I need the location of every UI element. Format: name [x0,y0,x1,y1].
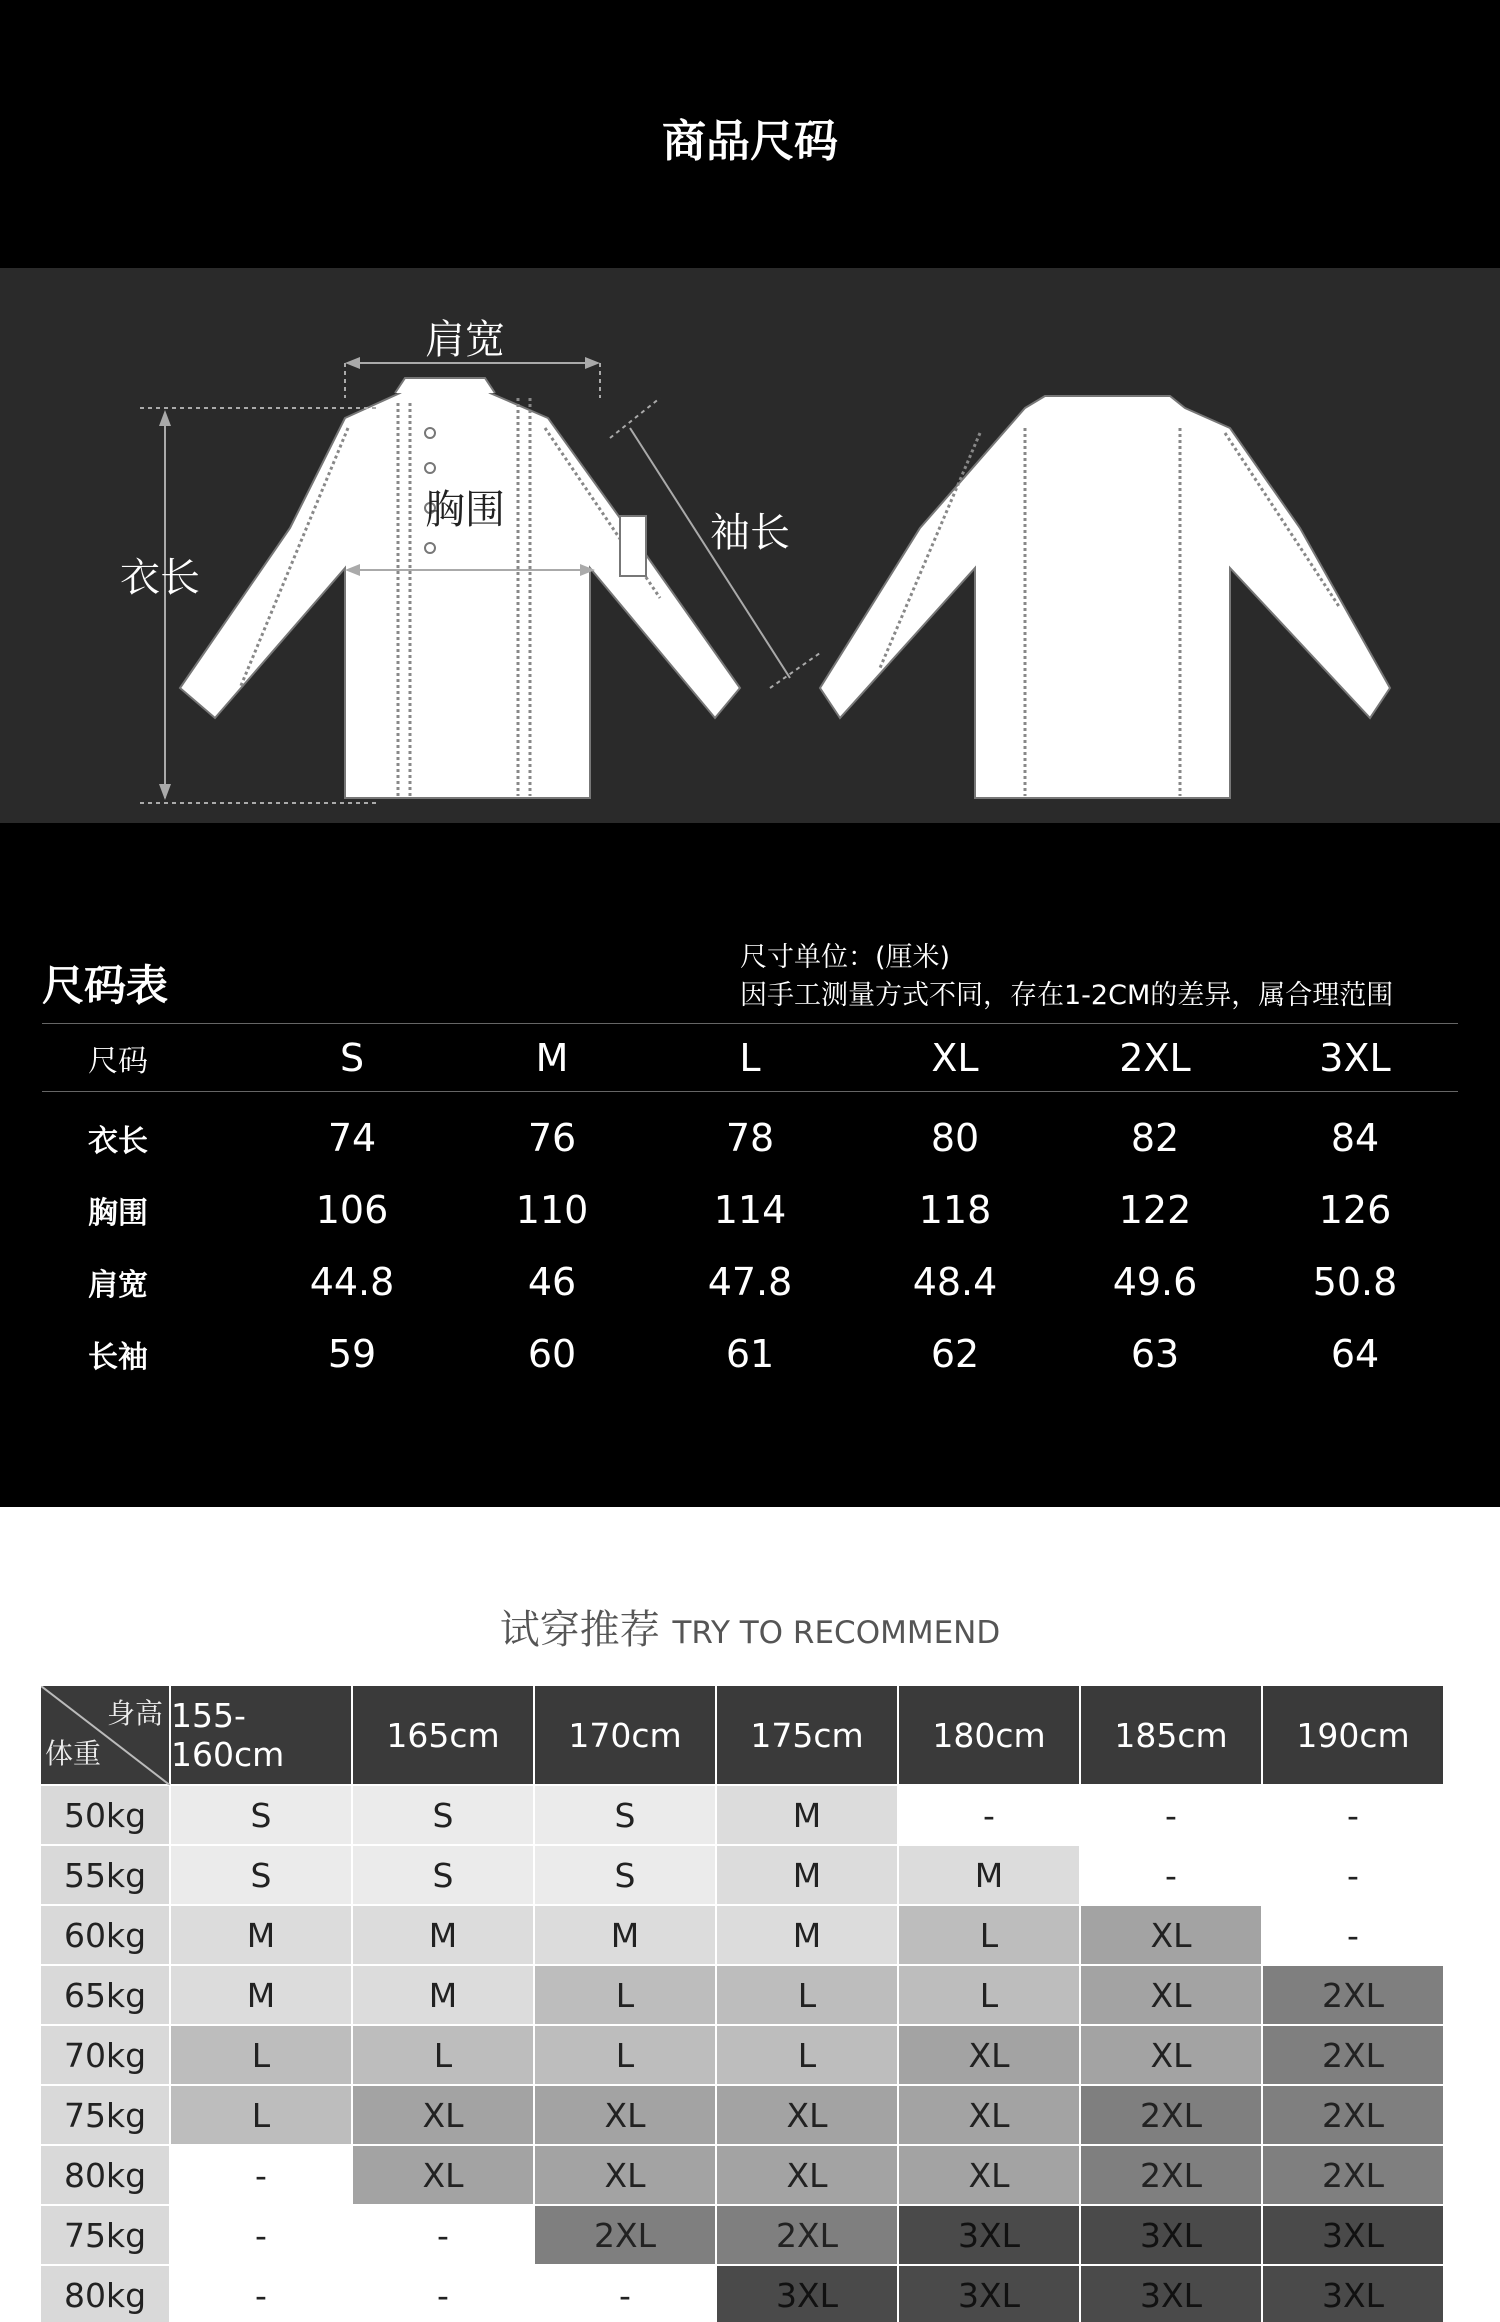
size-recommend-cell: - [170,2265,352,2322]
size-recommend-cell: S [534,1785,716,1845]
size-recommend-cell: - [534,2265,716,2322]
size-cell: 110 [515,1188,589,1232]
size-table [0,823,1500,1507]
size-recommend-cell: M [716,1845,898,1905]
height-header-cell: 170cm [534,1685,716,1785]
size-cell: 61 [725,1332,775,1376]
size-header-cell: M [535,1036,569,1080]
corner-height-label: 身高 [106,1697,163,1730]
size-recommend-cell: XL [534,2085,716,2145]
size-recommend-cell: M [716,1905,898,1965]
weight-cell: 75kg [40,2085,170,2145]
size-recommend-cell: M [352,1905,534,1965]
corner-cell [40,1685,170,1785]
size-recommend-cell: XL [1080,2025,1262,2085]
size-recommend-cell: XL [898,2085,1080,2145]
size-recommend-cell: 2XL [1262,2085,1444,2145]
size-recommend-cell: XL [898,2145,1080,2205]
size-cell: 80 [930,1116,980,1160]
size-chart-title: 尺码表 [42,961,169,1010]
chest-label: 胸围 [425,487,505,533]
size-recommend-cell: 3XL [716,2265,898,2322]
weight-cell: 70kg [40,2025,170,2085]
size-header-cell: XL [931,1036,979,1080]
size-header-cell: 3XL [1319,1036,1391,1080]
size-cell: 47.8 [707,1260,793,1304]
page-title: 商品尺码 [662,116,838,167]
size-cell: 64 [1330,1332,1380,1376]
size-cell: 78 [725,1116,775,1160]
size-cell: 63 [1130,1332,1180,1376]
size-cell: 胸围 [88,1196,148,1231]
size-recommend-cell: 3XL [1080,2265,1262,2322]
size-recommend-cell: XL [1080,1965,1262,2025]
size-recommend-cell: XL [1080,1905,1262,1965]
size-header-cell: L [739,1036,761,1080]
body-length-label: 衣长 [120,555,200,601]
size-recommend-cell: S [170,1785,352,1845]
size-cell: 106 [315,1188,389,1232]
size-recommend-cell: - [1080,1845,1262,1905]
height-header-cell: 190cm [1262,1685,1444,1785]
weight-cell: 80kg [40,2265,170,2322]
size-recommend-cell: L [898,1965,1080,2025]
size-recommend-cell: XL [716,2145,898,2205]
weight-cell: 55kg [40,1845,170,1905]
size-recommend-cell: - [898,1785,1080,1845]
size-recommend-cell: S [352,1785,534,1845]
sleeve-length-label: 袖长 [710,510,790,556]
size-recommend-cell: M [898,1845,1080,1905]
size-recommend-cell: 2XL [1262,1965,1444,2025]
size-cell: 62 [930,1332,980,1376]
size-cell: 118 [918,1188,992,1232]
size-cell: 44.8 [309,1260,395,1304]
size-recommend-cell: L [352,2025,534,2085]
size-recommend-cell: XL [534,2145,716,2205]
size-recommend-cell: M [170,1905,352,1965]
weight-cell: 65kg [40,1965,170,2025]
height-header-cell: 185cm [1080,1685,1262,1785]
size-recommend-cell: S [352,1845,534,1905]
recommend-title-cn: 试穿推荐 [499,1607,660,1653]
weight-cell: 80kg [40,2145,170,2205]
size-cell: 126 [1318,1188,1392,1232]
size-recommend-cell: L [170,2085,352,2145]
size-recommend-cell: - [1262,1905,1444,1965]
size-recommend-cell: S [534,1845,716,1905]
size-cell: 122 [1118,1188,1192,1232]
size-recommend-cell: - [170,2205,352,2265]
size-cell: 50.8 [1312,1260,1398,1304]
size-chart-section [0,823,1500,1507]
height-header-cell: 180cm [898,1685,1080,1785]
size-cell: 49.6 [1112,1260,1198,1304]
size-cell: 74 [327,1116,377,1160]
size-cell: 衣长 [88,1124,148,1159]
size-recommend-cell: S [170,1845,352,1905]
measurement-note: 因手工测量方式不同，存在1-2CM的差异，属合理范围 [740,980,1394,1011]
weight-cell: 75kg [40,2205,170,2265]
size-recommend-cell: L [716,1965,898,2025]
size-recommend-cell: - [1262,1845,1444,1905]
size-recommend-cell: 3XL [898,2205,1080,2265]
size-recommend-cell: XL [352,2085,534,2145]
size-recommend-cell: L [716,2025,898,2085]
size-recommend-cell: M [534,1905,716,1965]
size-header-cell: 尺码 [88,1044,148,1079]
size-recommend-cell: - [1262,1785,1444,1845]
size-recommend-cell: 3XL [1262,2205,1444,2265]
size-recommend-cell: M [352,1965,534,2025]
size-recommend-cell: 3XL [898,2265,1080,2322]
size-recommend-cell: L [534,2025,716,2085]
size-recommend-cell: XL [352,2145,534,2205]
size-header-cell: S [339,1036,365,1080]
recommend-title-en: TRY TO RECOMMEND [672,1615,1001,1651]
height-header-cell: 165cm [352,1685,534,1785]
garment-diagram [0,268,1500,823]
weight-cell: 60kg [40,1905,170,1965]
size-recommend-cell: M [170,1965,352,2025]
size-recommend-cell: - [352,2205,534,2265]
corner-weight-label: 体重 [45,1737,102,1770]
size-recommend-cell: L [898,1905,1080,1965]
size-cell: 46 [527,1260,577,1304]
size-recommend-cell: 2XL [1080,2085,1262,2145]
height-header-cell: 155-160cm [170,1685,352,1785]
size-recommend-cell: 3XL [1080,2205,1262,2265]
unit-note: 尺寸单位：(厘米) [740,942,951,973]
size-cell: 60 [527,1332,577,1376]
size-recommend-cell: 2XL [1262,2145,1444,2205]
size-cell: 48.4 [912,1260,998,1304]
size-cell: 肩宽 [88,1268,148,1303]
weight-cell: 50kg [40,1785,170,1845]
shoulder-width-label: 肩宽 [425,317,505,363]
size-cell: 76 [527,1116,577,1160]
recommend-title [0,1598,1500,1655]
size-recommend-cell: - [1080,1785,1262,1845]
size-recommend-cell: XL [898,2025,1080,2085]
size-cell: 长袖 [88,1340,148,1375]
size-recommend-cell: XL [716,2085,898,2145]
size-recommend-cell: 2XL [1080,2145,1262,2205]
size-recommend-cell: 2XL [716,2205,898,2265]
size-header-cell: 2XL [1119,1036,1191,1080]
size-cell: 82 [1130,1116,1180,1160]
recommend-table [40,1685,1448,2322]
size-recommend-cell: L [534,1965,716,2025]
size-recommend-cell: 2XL [534,2205,716,2265]
size-recommend-cell: 2XL [1262,2025,1444,2085]
size-recommend-cell: M [716,1785,898,1845]
size-cell: 114 [713,1188,787,1232]
size-recommend-cell: - [352,2265,534,2322]
header-banner [0,0,1500,268]
size-cell: 84 [1330,1116,1380,1160]
size-recommend-cell: L [170,2025,352,2085]
height-header-cell: 175cm [716,1685,898,1785]
size-cell: 59 [327,1332,377,1376]
size-recommend-cell: 3XL [1262,2265,1444,2322]
size-recommend-cell: - [170,2145,352,2205]
